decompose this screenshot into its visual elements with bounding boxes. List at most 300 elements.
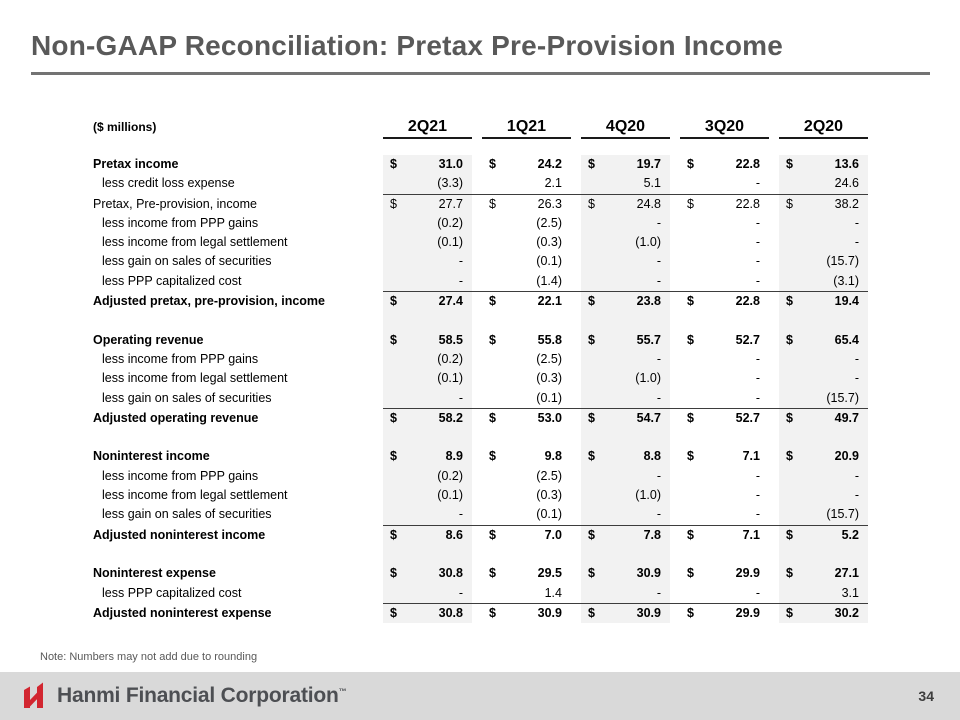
row-values: [383, 155, 868, 174]
dollar-sign: [680, 350, 690, 369]
dollar-sign: [482, 233, 492, 252]
cell-value: 5.1: [643, 176, 661, 191]
dollar-sign: [680, 428, 690, 447]
cell-value: -: [755, 176, 760, 191]
cell-value: 2.1: [544, 176, 562, 191]
cell-value: (1.0): [635, 371, 661, 386]
cell-value: [393, 311, 472, 330]
dollar-sign: $: [588, 566, 595, 581]
row-label: Pretax income: [93, 157, 179, 171]
cell-value: 20.9: [834, 449, 859, 464]
dollar-sign: $: [786, 157, 793, 171]
table-header-row: [93, 110, 868, 139]
table-cell: [482, 292, 571, 311]
cell-value: 7.0: [544, 527, 562, 542]
table-row: [93, 214, 868, 233]
cell-value: 7.1: [742, 449, 760, 464]
cell-value: -: [854, 215, 859, 230]
dollar-sign: [581, 486, 591, 505]
table-cell: [383, 564, 472, 583]
table-row: [93, 155, 868, 174]
table-cell: [779, 292, 868, 311]
dollar-sign: $: [489, 196, 496, 211]
dollar-sign: [383, 486, 393, 505]
table-cell: [383, 214, 472, 233]
cell-value: 29.9: [735, 566, 760, 581]
row-values: [383, 564, 868, 583]
cell-value: -: [755, 235, 760, 250]
table-cell: [581, 292, 670, 311]
row-values: [383, 331, 868, 350]
dollar-sign: [680, 486, 690, 505]
row-values: [383, 195, 868, 214]
cell-value: (2.5): [536, 351, 562, 366]
table-cell: [680, 526, 769, 545]
cell-value: 9.8: [544, 449, 562, 464]
unit-label: ($ millions): [93, 120, 157, 134]
table-cell: [581, 272, 670, 291]
cell-value: [690, 545, 769, 564]
table-cell: [383, 233, 472, 252]
table-cell: [680, 486, 769, 505]
cell-value: -: [755, 390, 760, 405]
row-values: [383, 447, 868, 466]
dollar-sign: [581, 545, 591, 564]
table-cell: [581, 564, 670, 583]
table-cell: [581, 389, 670, 408]
cell-value: 7.8: [643, 527, 661, 542]
dollar-sign: [779, 584, 789, 603]
table-cell: [482, 174, 571, 193]
table-cell: [482, 564, 571, 583]
dollar-sign: [680, 252, 690, 271]
table-cell: [779, 584, 868, 603]
dollar-sign: $: [588, 449, 595, 464]
table-cell: [482, 311, 571, 330]
cell-value: 26.3: [537, 196, 562, 211]
dollar-sign: $: [588, 294, 595, 309]
dollar-sign: $: [390, 196, 397, 211]
table-cell: [581, 195, 670, 214]
cell-value: 29.9: [735, 605, 760, 620]
row-label: less income from PPP gains: [102, 468, 259, 483]
dollar-sign: [383, 389, 393, 408]
cell-value: [591, 428, 670, 447]
trademark-mark: ™: [338, 687, 347, 696]
cell-value: (0.1): [536, 507, 562, 522]
dollar-sign: [383, 505, 393, 524]
cell-value: (0.3): [536, 371, 562, 386]
table-cell: [383, 505, 472, 524]
table-cell: [482, 233, 571, 252]
table-cell: [383, 447, 472, 466]
table-cell: [680, 564, 769, 583]
cell-value: [492, 428, 571, 447]
table-cell: [680, 252, 769, 271]
table-cell: [581, 252, 670, 271]
dollar-sign: [779, 214, 789, 233]
table-cell: [680, 505, 769, 524]
table-cell: [680, 389, 769, 408]
table-cell: [482, 447, 571, 466]
row-label: Adjusted noninterest income: [93, 527, 266, 542]
table-cell: [482, 526, 571, 545]
table-cell: [680, 272, 769, 291]
cell-value: 30.8: [438, 605, 463, 620]
row-label: [93, 428, 383, 447]
cell-value: 19.4: [834, 294, 859, 309]
row-label: Pretax, Pre-provision, income: [93, 196, 257, 211]
table-row: [93, 564, 868, 583]
dollar-sign: [779, 486, 789, 505]
table-cell: [383, 486, 472, 505]
dollar-sign: [680, 467, 690, 486]
dollar-sign: $: [588, 605, 595, 620]
table-cell: [383, 292, 472, 311]
dollar-sign: [680, 369, 690, 388]
dollar-sign: [581, 428, 591, 447]
dollar-sign: [383, 584, 393, 603]
table-cell: [581, 409, 670, 428]
dollar-sign: $: [489, 332, 496, 347]
table-cell: [383, 350, 472, 369]
cell-value: (0.1): [437, 371, 463, 386]
dollar-sign: [779, 389, 789, 408]
cell-value: -: [854, 468, 859, 483]
table-cell: [680, 584, 769, 603]
table-spacer-row: [93, 311, 868, 330]
dollar-sign: $: [390, 449, 397, 464]
table-cell: [779, 369, 868, 388]
table-cell: [680, 233, 769, 252]
dollar-sign: $: [687, 410, 694, 425]
table-spacer-row: [93, 428, 868, 447]
dollar-sign: [482, 505, 492, 524]
cell-value: 58.2: [438, 410, 463, 425]
dollar-sign: [779, 467, 789, 486]
cell-value: (1.0): [635, 235, 661, 250]
dollar-sign: $: [489, 566, 496, 581]
table-cell: [383, 369, 472, 388]
dollar-sign: [482, 272, 492, 291]
cell-value: 24.6: [834, 176, 859, 191]
row-values: [383, 486, 868, 505]
table-row: [93, 292, 868, 311]
dollar-sign: [581, 174, 591, 193]
row-label: less income from legal settlement: [102, 371, 288, 386]
row-label: less income from legal settlement: [102, 235, 288, 250]
table-row: [93, 350, 868, 369]
dollar-sign: [581, 350, 591, 369]
dollar-sign: [383, 545, 393, 564]
dollar-sign: $: [786, 196, 793, 211]
dollar-sign: $: [786, 449, 793, 464]
table-row: [93, 233, 868, 252]
dollar-sign: $: [786, 605, 793, 620]
table-cell: [680, 214, 769, 233]
table-cell: [779, 409, 868, 428]
cell-value: [393, 545, 472, 564]
cell-value: (1.0): [635, 488, 661, 503]
cell-value: (1.4): [536, 273, 562, 288]
cell-value: 30.8: [438, 566, 463, 581]
cell-value: 29.5: [537, 566, 562, 581]
table-row: [93, 331, 868, 350]
table-cell: [482, 369, 571, 388]
table-cell: [383, 545, 472, 564]
dollar-sign: [383, 428, 393, 447]
cell-value: 1.4: [544, 585, 562, 600]
dollar-sign: [779, 174, 789, 193]
table-cell: [482, 331, 571, 350]
dollar-sign: $: [390, 527, 397, 542]
dollar-sign: [779, 545, 789, 564]
dollar-sign: [581, 272, 591, 291]
table-cell: [581, 526, 670, 545]
table-cell: [383, 272, 472, 291]
cell-value: -: [854, 351, 859, 366]
row-label: less income from legal settlement: [102, 488, 288, 503]
dollar-sign: $: [588, 332, 595, 347]
row-values: [383, 545, 868, 564]
dollar-sign: [779, 233, 789, 252]
table-cell: [680, 428, 769, 447]
dollar-sign: [482, 486, 492, 505]
cell-value: 24.2: [537, 157, 562, 171]
dollar-sign: [779, 428, 789, 447]
table-cell: [482, 195, 571, 214]
dollar-sign: $: [687, 157, 694, 171]
row-values: [383, 389, 868, 409]
table-cell: [779, 389, 868, 408]
table-cell: [383, 604, 472, 623]
cell-value: 22.1: [537, 294, 562, 309]
dollar-sign: $: [687, 605, 694, 620]
table-cell: [482, 505, 571, 524]
cell-value: (3.3): [437, 176, 463, 191]
dollar-sign: [680, 214, 690, 233]
dollar-sign: $: [687, 566, 694, 581]
cell-value: (2.5): [536, 468, 562, 483]
dollar-sign: [482, 467, 492, 486]
table-cell: [779, 505, 868, 524]
dollar-sign: $: [687, 332, 694, 347]
table-spacer-row: [93, 545, 868, 564]
table-cell: [779, 233, 868, 252]
row-values: [383, 505, 868, 525]
row-values: [383, 428, 868, 447]
table-row: [93, 526, 868, 545]
table-row: [93, 486, 868, 505]
table-cell: [779, 447, 868, 466]
column-header-2q21: 2Q21: [383, 118, 472, 139]
cell-value: (0.1): [536, 390, 562, 405]
cell-value: 53.0: [537, 410, 562, 425]
dollar-sign: $: [687, 449, 694, 464]
dollar-sign: $: [687, 196, 694, 211]
table-cell: [482, 604, 571, 623]
dollar-sign: [680, 233, 690, 252]
table-cell: [680, 369, 769, 388]
table-cell: [581, 486, 670, 505]
dollar-sign: [482, 214, 492, 233]
cell-value: 30.9: [636, 605, 661, 620]
dollar-sign: [482, 252, 492, 271]
table-cell: [482, 155, 571, 174]
row-label: Adjusted operating revenue: [93, 410, 259, 425]
dollar-sign: [581, 311, 591, 330]
table-row: [93, 195, 868, 214]
cell-value: 8.6: [445, 527, 463, 542]
cell-value: 5.2: [841, 527, 859, 542]
dollar-sign: $: [687, 527, 694, 542]
page-number: 34: [918, 688, 934, 704]
table-cell: [680, 174, 769, 193]
table-cell: [383, 409, 472, 428]
row-values: [383, 233, 868, 252]
table-row: [93, 389, 868, 409]
table-cell: [779, 545, 868, 564]
table-row: [93, 604, 868, 623]
table-cell: [779, 214, 868, 233]
cell-value: [591, 311, 670, 330]
dollar-sign: $: [588, 527, 595, 542]
cell-value: -: [656, 390, 661, 405]
dollar-sign: [581, 467, 591, 486]
table-cell: [680, 292, 769, 311]
hanmi-logo-icon: [21, 681, 50, 711]
table-cell: [581, 584, 670, 603]
cell-value: 8.9: [445, 449, 463, 464]
dollar-sign: [581, 252, 591, 271]
table-cell: [482, 272, 571, 291]
dollar-sign: [383, 233, 393, 252]
cell-value: -: [755, 468, 760, 483]
dollar-sign: [779, 369, 789, 388]
cell-value: 52.7: [735, 410, 760, 425]
cell-value: 3.1: [841, 585, 859, 600]
cell-value: 27.7: [438, 196, 463, 211]
cell-value: (15.7): [826, 390, 859, 405]
dollar-sign: [482, 350, 492, 369]
cell-value: 23.8: [636, 294, 661, 309]
table-cell: [581, 155, 670, 174]
table-cell: [680, 195, 769, 214]
cell-value: 54.7: [636, 410, 661, 425]
dollar-sign: [383, 174, 393, 193]
table-row: [93, 272, 868, 292]
dollar-sign: $: [390, 605, 397, 620]
table-cell: [383, 428, 472, 447]
cell-value: -: [656, 273, 661, 288]
row-values: [383, 409, 868, 428]
row-label: less income from PPP gains: [102, 351, 259, 366]
dollar-sign: $: [489, 605, 496, 620]
row-label: less PPP capitalized cost: [102, 585, 242, 600]
table-cell: [779, 331, 868, 350]
dollar-sign: [482, 584, 492, 603]
cell-value: 24.8: [636, 196, 661, 211]
table-cell: [779, 486, 868, 505]
dollar-sign: $: [786, 527, 793, 542]
table-cell: [779, 311, 868, 330]
cell-value: -: [755, 273, 760, 288]
table-cell: [482, 389, 571, 408]
cell-value: 49.7: [834, 410, 859, 425]
table-cell: [581, 311, 670, 330]
table-cell: [581, 214, 670, 233]
table-row: [93, 505, 868, 525]
table-cell: [581, 428, 670, 447]
cell-value: (0.1): [437, 235, 463, 250]
row-values: [383, 311, 868, 330]
cell-value: (0.3): [536, 235, 562, 250]
cell-value: -: [656, 215, 661, 230]
dollar-sign: [482, 428, 492, 447]
cell-value: -: [458, 273, 463, 288]
cell-value: 31.0: [438, 157, 463, 171]
cell-value: 22.8: [735, 294, 760, 309]
row-values: [383, 526, 868, 545]
cell-value: [690, 428, 769, 447]
table-cell: [779, 272, 868, 291]
table-cell: [779, 564, 868, 583]
dollar-sign: $: [687, 294, 694, 309]
table-row: [93, 369, 868, 388]
dollar-sign: $: [489, 410, 496, 425]
cell-value: 30.2: [834, 605, 859, 620]
cell-value: [789, 311, 868, 330]
table-cell: [581, 331, 670, 350]
cell-value: -: [656, 507, 661, 522]
table-cell: [482, 467, 571, 486]
table-cell: [779, 604, 868, 623]
table-cell: [680, 409, 769, 428]
column-header-1q21: 1Q21: [482, 118, 571, 139]
cell-value: 19.7: [636, 157, 661, 171]
dollar-sign: [779, 252, 789, 271]
row-values: [383, 584, 868, 604]
table-row: [93, 447, 868, 466]
row-values: [383, 252, 868, 271]
cell-value: -: [656, 585, 661, 600]
dollar-sign: [383, 214, 393, 233]
table-row: [93, 584, 868, 604]
table-cell: [581, 447, 670, 466]
cell-value: -: [656, 254, 661, 269]
dollar-sign: [581, 214, 591, 233]
cell-value: -: [854, 488, 859, 503]
row-label: less gain on sales of securities: [102, 507, 272, 522]
table-row: [93, 467, 868, 486]
cell-value: 27.4: [438, 294, 463, 309]
dollar-sign: [581, 369, 591, 388]
dollar-sign: [581, 584, 591, 603]
table-cell: [779, 428, 868, 447]
table-cell: [680, 155, 769, 174]
dollar-sign: [680, 584, 690, 603]
table-cell: [482, 214, 571, 233]
dollar-sign: [680, 311, 690, 330]
cell-value: -: [656, 351, 661, 366]
dollar-sign: [383, 350, 393, 369]
dollar-sign: [383, 467, 393, 486]
table-cell: [581, 233, 670, 252]
table-cell: [779, 467, 868, 486]
table-cell: [383, 252, 472, 271]
table-cell: [779, 350, 868, 369]
cell-value: 55.8: [537, 332, 562, 347]
